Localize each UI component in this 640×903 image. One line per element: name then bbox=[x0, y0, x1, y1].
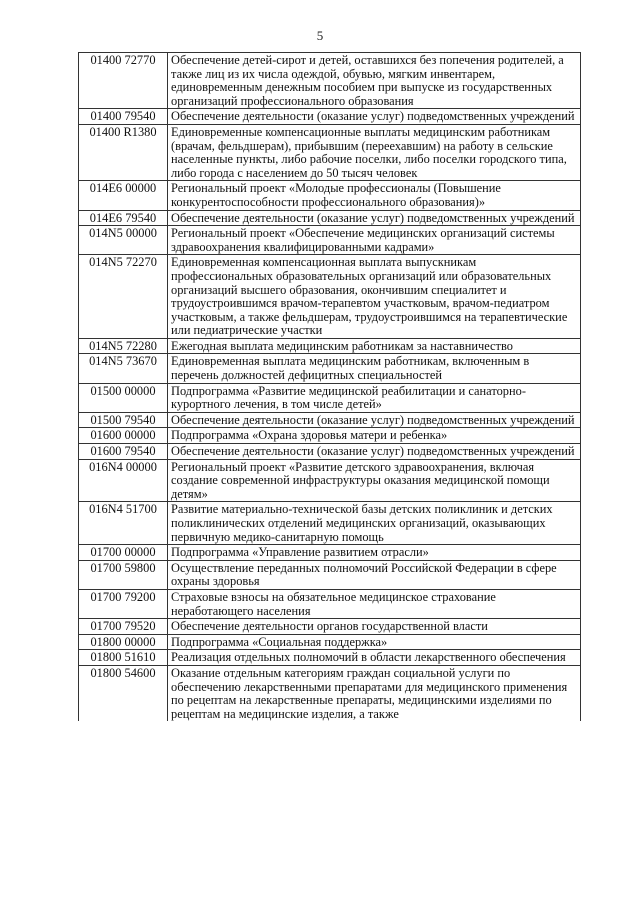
table-row bbox=[79, 619, 581, 635]
table-row bbox=[79, 181, 581, 210]
row-description: Региональный проект «Обеспечение медицинских организаций системы здравоохранения квалифицированными кадрами» bbox=[168, 226, 581, 255]
row-description: Обеспечение деятельности (оказание услуг) подведомственных учреждений bbox=[168, 109, 581, 125]
table-row bbox=[79, 210, 581, 226]
table-body bbox=[79, 53, 581, 722]
table-row bbox=[79, 109, 581, 125]
table-row bbox=[79, 255, 581, 339]
table-row bbox=[79, 383, 581, 412]
table-row bbox=[79, 502, 581, 545]
row-code: 016N4 00000 bbox=[79, 459, 168, 502]
row-code: 01500 79540 bbox=[79, 412, 168, 428]
row-description: Страховые взносы на обязательное медицинское страхование неработающего населения bbox=[168, 589, 581, 618]
row-description: Развитие материально-технической базы детских поликлиник и детских поликлинических отделений медицинских организаций, оказывающих первичную медико-санитарную помощь bbox=[168, 502, 581, 545]
table-row bbox=[79, 428, 581, 444]
row-code: 014N5 73670 bbox=[79, 354, 168, 383]
row-code: 01800 51610 bbox=[79, 650, 168, 666]
table-row bbox=[79, 560, 581, 589]
row-description: Оказание отдельным категориям граждан социальной услуги по обеспечению лекарственными препаратами для медицинского применения по рецептам на лекарственные препараты, медицинскими изделиями по рецептам на медицинские изделия, а также bbox=[168, 665, 581, 721]
row-code: 01500 00000 bbox=[79, 383, 168, 412]
row-code: 01700 00000 bbox=[79, 545, 168, 561]
row-description: Обеспечение деятельности органов государственной власти bbox=[168, 619, 581, 635]
row-code: 01800 00000 bbox=[79, 634, 168, 650]
page-number: 5 bbox=[316, 28, 324, 43]
row-description: Подпрограмма «Развитие медицинской реабилитации и санаторно-курортного лечения, в том числе детей» bbox=[168, 383, 581, 412]
row-code: 01600 00000 bbox=[79, 428, 168, 444]
row-code: 014N5 72270 bbox=[79, 255, 168, 339]
table-row bbox=[79, 53, 581, 109]
row-description: Региональный проект «Молодые профессионалы (Повышение конкурентоспособности профессионального образования)» bbox=[168, 181, 581, 210]
row-code: 01400 R1380 bbox=[79, 124, 168, 180]
table-row bbox=[79, 226, 581, 255]
budget-codes-table bbox=[78, 52, 581, 721]
table-row bbox=[79, 354, 581, 383]
row-description: Единовременная компенсационная выплата выпускникам профессиональных образовательных организаций или образовательных организаций высшего образования, окончившим специалитет и трудоустроившимся врачом-терапевтом участковым, врачом-педиатром участковым, а также фельдшерам, трудоустроившимся на терапевтические или педиатрические участки bbox=[168, 255, 581, 339]
row-description: Единовременная выплата медицинским работникам, включенным в перечень должностей дефицитных специальностей bbox=[168, 354, 581, 383]
row-description: Обеспечение детей-сирот и детей, оставшихся без попечения родителей, а также лиц из их числа одеждой, обувью, мягким инвентарем, единовременным денежным пособием при выпуске из государственных организаций профессионального образования bbox=[168, 53, 581, 109]
row-code: 014E6 00000 bbox=[79, 181, 168, 210]
row-description: Подпрограмма «Охрана здоровья матери и ребенка» bbox=[168, 428, 581, 444]
table-row bbox=[79, 412, 581, 428]
row-code: 01800 54600 bbox=[79, 665, 168, 721]
row-description: Ежегодная выплата медицинским работникам за наставничество bbox=[168, 338, 581, 354]
row-code: 01700 79520 bbox=[79, 619, 168, 635]
row-code: 016N4 51700 bbox=[79, 502, 168, 545]
row-description: Обеспечение деятельности (оказание услуг) подведомственных учреждений bbox=[168, 412, 581, 428]
table-row bbox=[79, 545, 581, 561]
row-description: Региональный проект «Развитие детского здравоохранения, включая создание современной инфраструктуры оказания медицинской помощи детям» bbox=[168, 459, 581, 502]
table-row bbox=[79, 665, 581, 721]
table-row bbox=[79, 444, 581, 460]
row-description: Реализация отдельных полномочий в области лекарственного обеспечения bbox=[168, 650, 581, 666]
table-row bbox=[79, 650, 581, 666]
table-row bbox=[79, 634, 581, 650]
row-code: 01400 79540 bbox=[79, 109, 168, 125]
row-code: 014N5 72280 bbox=[79, 338, 168, 354]
row-description: Подпрограмма «Социальная поддержка» bbox=[168, 634, 581, 650]
table-row bbox=[79, 459, 581, 502]
table-row bbox=[79, 338, 581, 354]
row-code: 01700 59800 bbox=[79, 560, 168, 589]
row-code: 014N5 00000 bbox=[79, 226, 168, 255]
row-description: Обеспечение деятельности (оказание услуг) подведомственных учреждений bbox=[168, 210, 581, 226]
row-description: Подпрограмма «Управление развитием отрасли» bbox=[168, 545, 581, 561]
row-code: 01400 72770 bbox=[79, 53, 168, 109]
row-description: Единовременные компенсационные выплаты медицинским работникам (врачам, фельдшерам), прибывшим (переехавшим) на работу в сельские населенные пункты, либо рабочие поселки, либо поселки городского типа, либо города с населением до 50 тысяч человек bbox=[168, 124, 581, 180]
row-code: 01600 79540 bbox=[79, 444, 168, 460]
row-description: Обеспечение деятельности (оказание услуг) подведомственных учреждений bbox=[168, 444, 581, 460]
row-code: 01700 79200 bbox=[79, 589, 168, 618]
row-description: Осуществление переданных полномочий Российской Федерации в сфере охраны здоровья bbox=[168, 560, 581, 589]
row-code: 014E6 79540 bbox=[79, 210, 168, 226]
table-row bbox=[79, 589, 581, 618]
table-row bbox=[79, 124, 581, 180]
